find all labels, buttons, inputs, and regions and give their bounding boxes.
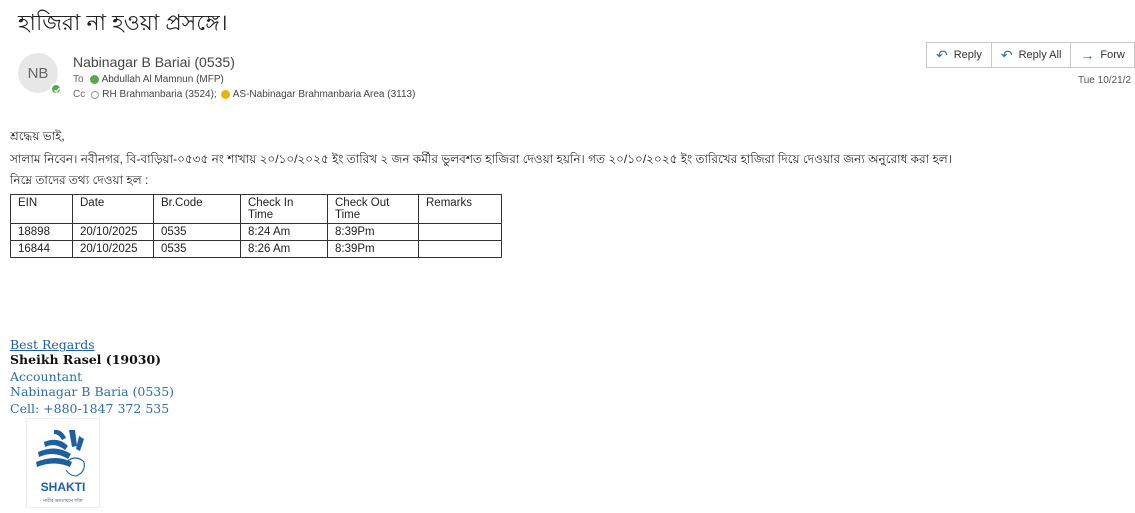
table-cell: 20/10/2025 <box>73 241 154 258</box>
logo-text: SHAKTI <box>40 480 86 494</box>
signature-name: Sheikh Rasel (19030) <box>10 352 162 367</box>
forward-button[interactable] <box>1070 42 1134 68</box>
signature-branch: Nabinagar B Baria (0535) <box>10 384 175 399</box>
email-subject: হাজিরা না হওয়া প্রসঙ্গে। <box>18 10 228 35</box>
avatar-initials: NB <box>27 64 49 82</box>
cc-recipient[interactable]: RH Brahmanbaria (3524); <box>102 89 217 100</box>
table-cell: 0535 <box>154 224 241 241</box>
column-header: EIN <box>11 195 73 224</box>
signature-regards[interactable]: Best Regards <box>10 337 95 352</box>
table-cell: 8:39Pm <box>328 241 419 258</box>
forward-label: Forw <box>1100 49 1125 61</box>
reply-icon: ↶ <box>936 47 948 63</box>
reply-all-icon: ↶ <box>1000 47 1013 63</box>
presence-unknown-icon <box>91 91 99 99</box>
reply-all-button[interactable] <box>991 42 1072 68</box>
message-actions <box>927 42 1135 68</box>
table-cell <box>419 224 502 241</box>
table-cell: 8:26 Am <box>241 241 328 258</box>
table-cell: 8:24 Am <box>241 224 328 241</box>
signature-title: Accountant <box>10 369 83 384</box>
presence-available-icon <box>90 75 99 84</box>
cc-label: Cc <box>73 89 86 100</box>
reply-all-label: Reply All <box>1018 49 1062 61</box>
forward-icon: → <box>1080 47 1095 63</box>
column-header: Check Out Time <box>328 195 419 224</box>
table-cell <box>419 241 502 258</box>
table-cell: 18898 <box>11 224 73 241</box>
cc-recipient[interactable]: AS-Nabinagar Brahmanbaria Area (3113) <box>232 89 416 100</box>
to-recipient[interactable]: Abdullah Al Mamnun (MFP) <box>101 74 224 85</box>
column-header: Check In Time <box>241 195 328 224</box>
attendance-table <box>10 194 502 258</box>
table-cell: 16844 <box>11 241 73 258</box>
cc-recipients <box>73 89 415 100</box>
table-row <box>11 241 502 258</box>
table-cell: 20/10/2025 <box>73 224 154 241</box>
table-cell: 8:39Pm <box>328 224 419 241</box>
column-header: Remarks <box>419 195 502 224</box>
table-cell: 0535 <box>154 241 241 258</box>
sent-date: Tue 10/21/2 <box>1078 75 1132 86</box>
body-paragraph: নিম্নে তাদের তথ্য দেওয়া হল : <box>10 173 149 187</box>
presence-available-icon <box>50 83 62 95</box>
signature-cell: Cell: +880-1847 372 535 <box>10 401 170 416</box>
column-header: Br.Code <box>154 195 241 224</box>
to-recipients <box>73 74 224 85</box>
presence-away-icon <box>221 90 230 99</box>
body-paragraph: সালাম নিবেন। নবীনগর, বি-বাড়িয়া-০৫৩৫ নং শাখায় ২০/১০/২০২৫ ইং তারিখ ২ জন কর্মীর ভুলবশত হাজিরা দেওয়া হয়নি। গত ২০/১০/২০২৫ ইং তারিখের হাজিরা দিয়ে দেওয়ার জন্য অনুরোধ করা হল। <box>10 152 953 166</box>
table-header-row <box>11 195 502 224</box>
column-header: Date <box>73 195 154 224</box>
body-greeting: শ্রদ্ধেয় ভাই, <box>10 129 65 143</box>
sender-name[interactable]: Nabinagar B Bariai (0535) <box>73 54 235 70</box>
reply-label: Reply <box>953 49 982 61</box>
to-label: To <box>73 74 84 85</box>
shakti-logo <box>26 418 100 508</box>
reply-button[interactable] <box>926 42 992 68</box>
logo-tagline: নারীর ক্ষমতায়নে শক্তি <box>43 499 83 504</box>
table-row <box>11 224 502 241</box>
